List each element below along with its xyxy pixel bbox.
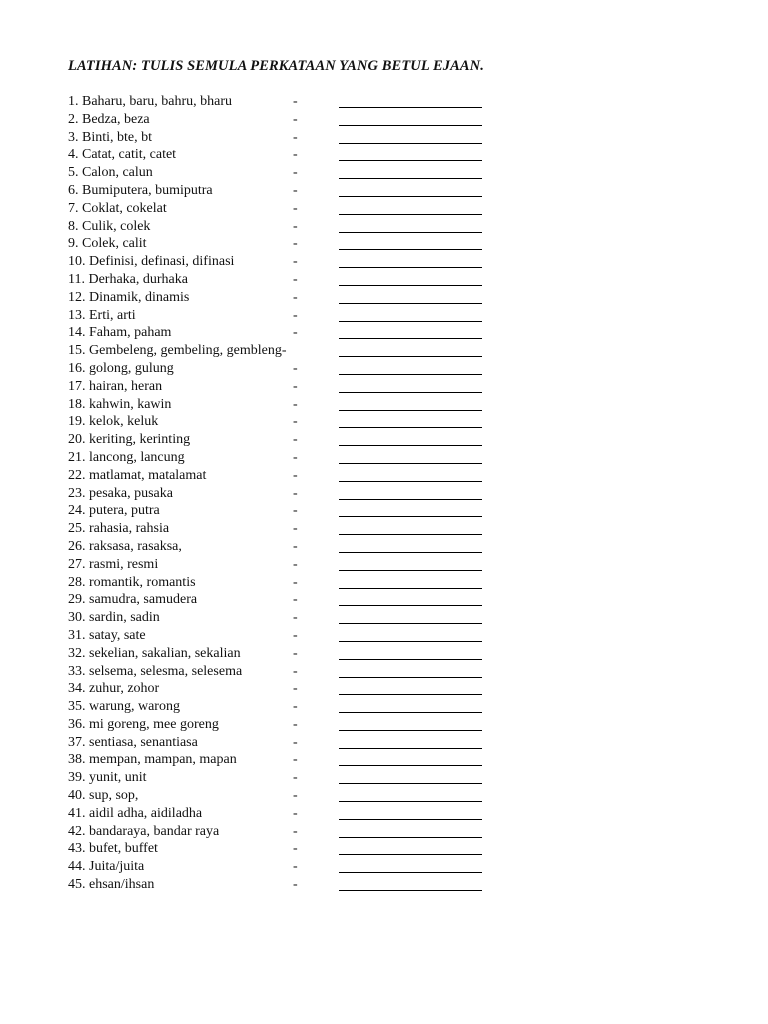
dash-separator: - [293, 823, 298, 839]
list-item [68, 858, 498, 876]
answer-blank-line[interactable] [339, 107, 482, 108]
dash-separator: - [293, 254, 298, 270]
item-text: 43. bufet, buffet [68, 841, 158, 857]
answer-blank-line[interactable] [339, 854, 482, 855]
list-item [68, 609, 498, 627]
item-text: 37. sentiasa, senantiasa [68, 734, 198, 750]
item-text: 5. Calon, calun [68, 165, 153, 181]
list-item [68, 805, 498, 823]
answer-blank-line[interactable] [339, 125, 482, 126]
list-item [68, 663, 498, 681]
list-item [68, 823, 498, 841]
dash-separator: - [293, 271, 298, 287]
item-text: 18. kahwin, kawin [68, 396, 172, 412]
dash-separator: - [293, 877, 298, 893]
list-item [68, 734, 498, 752]
list-item [68, 680, 498, 698]
item-text: 36. mi goreng, mee goreng [68, 716, 219, 732]
list-item [68, 182, 498, 200]
dash-separator: - [293, 805, 298, 821]
item-text: 38. mempan, mampan, mapan [68, 752, 237, 768]
dash-separator: - [293, 627, 298, 643]
dash-separator: - [293, 378, 298, 394]
dash-separator: - [293, 503, 298, 519]
answer-blank-line[interactable] [339, 285, 482, 286]
list-item [68, 164, 498, 182]
answer-blank-line[interactable] [339, 872, 482, 873]
answer-blank-line[interactable] [339, 356, 482, 357]
list-item [68, 146, 498, 164]
list-item [68, 520, 498, 538]
answer-blank-line[interactable] [339, 481, 482, 482]
answer-blank-line[interactable] [339, 730, 482, 731]
list-item [68, 716, 498, 734]
item-text: 26. raksasa, rasaksa, [68, 538, 182, 554]
list-item [68, 324, 498, 342]
list-item [68, 538, 498, 556]
answer-blank-line[interactable] [339, 160, 482, 161]
list-item [68, 235, 498, 253]
item-text: 33. selsema, selesma, selesema [68, 663, 243, 679]
answer-blank-line[interactable] [339, 463, 482, 464]
dash-separator: - [293, 752, 298, 768]
item-text: 9. Colek, calit [68, 236, 147, 252]
answer-blank-line[interactable] [339, 623, 482, 624]
item-text: 44. Juita/juita [68, 859, 145, 875]
answer-blank-line[interactable] [339, 499, 482, 500]
list-item [68, 787, 498, 805]
dash-separator: - [293, 592, 298, 608]
list-item [68, 271, 498, 289]
list-item [68, 449, 498, 467]
dash-separator: - [293, 307, 298, 323]
list-item [68, 751, 498, 769]
item-text: 1. Baharu, baru, bahru, bharu [68, 94, 233, 109]
answer-blank-line[interactable] [339, 819, 482, 820]
dash-separator: - [293, 129, 298, 145]
item-text: 13. Erti, arti [68, 307, 136, 323]
item-text: 11. Derhaka, durhaka [68, 271, 188, 287]
dash-separator: - [293, 538, 298, 554]
dash-separator: - [293, 360, 298, 376]
dash-separator: - [293, 236, 298, 252]
answer-blank-line[interactable] [339, 765, 482, 766]
answer-blank-line[interactable] [339, 570, 482, 571]
list-item [68, 396, 498, 414]
item-text: 6. Bumiputera, bumiputra [68, 182, 213, 198]
answer-blank-line[interactable] [339, 374, 482, 375]
item-text: 12. Dinamik, dinamis [68, 289, 190, 305]
answer-blank-line[interactable] [339, 712, 482, 713]
dash-separator: - [293, 94, 298, 109]
list-item [68, 289, 498, 307]
item-text: 7. Coklat, cokelat [68, 200, 167, 216]
dash-separator: - [293, 449, 298, 465]
item-text: 27. rasmi, resmi [68, 556, 159, 572]
item-text: 19. kelok, keluk [68, 414, 159, 430]
list-item [68, 378, 498, 396]
list-item [68, 591, 498, 609]
dash-separator: - [293, 289, 298, 305]
dash-separator: - [293, 521, 298, 537]
item-text: 31. satay, sate [68, 627, 146, 643]
list-item [68, 342, 498, 360]
answer-blank-line[interactable] [339, 694, 482, 695]
list-item [68, 485, 498, 503]
dash-separator: - [293, 556, 298, 572]
item-text: 8. Culik, colek [68, 218, 151, 234]
answer-blank-line[interactable] [339, 677, 482, 678]
answer-blank-line[interactable] [339, 516, 482, 517]
item-text: 45. ehsan/ihsan [68, 877, 155, 893]
answer-blank-line[interactable] [339, 605, 482, 606]
item-text: 30. sardin, sadin [68, 610, 160, 626]
answer-blank-line[interactable] [339, 178, 482, 179]
list-item [68, 645, 498, 663]
dash-separator: - [293, 859, 298, 875]
dash-separator: - [293, 645, 298, 661]
list-item [68, 698, 498, 716]
item-text: 17. hairan, heran [68, 378, 163, 394]
dash-separator: - [293, 467, 298, 483]
item-text: 20. keriting, kerinting [68, 432, 191, 448]
item-text: 22. matlamat, matalamat [68, 467, 207, 483]
list-item [68, 431, 498, 449]
item-text: 3. Binti, bte, bt [68, 129, 152, 145]
dash-separator: - [293, 699, 298, 715]
item-text: 42. bandaraya, bandar raya [68, 823, 220, 839]
item-text: 28. romantik, romantis [68, 574, 196, 590]
worksheet-title: LATIHAN: TULIS SEMULA PERKATAAN YANG BETUL EJAAN. [68, 58, 484, 74]
dash-separator: - [293, 165, 298, 181]
dash-separator: - [293, 147, 298, 163]
item-text: 23. pesaka, pusaka [68, 485, 173, 501]
item-text: 16. golong, gulung [68, 360, 174, 376]
item-text: 32. sekelian, sakalian, sekalian [68, 645, 241, 661]
item-text: 25. rahasia, rahsia [68, 521, 170, 537]
dash-separator: - [293, 200, 298, 216]
list-item [68, 200, 498, 218]
item-text: 34. zuhur, zohor [68, 681, 160, 697]
answer-blank-line[interactable] [339, 267, 482, 268]
list-item [68, 129, 498, 147]
answer-blank-line[interactable] [339, 890, 482, 891]
list-item [68, 360, 498, 378]
answer-blank-line[interactable] [339, 303, 482, 304]
list-item [68, 502, 498, 520]
answer-blank-line[interactable] [339, 445, 482, 446]
item-text: 2. Bedza, beza [68, 111, 150, 127]
list-item [68, 574, 498, 592]
item-text: 24. putera, putra [68, 503, 160, 519]
item-text: 15. Gembeleng, gembeling, gembleng- [68, 343, 287, 359]
answer-blank-line[interactable] [339, 837, 482, 838]
dash-separator: - [293, 681, 298, 697]
answer-blank-line[interactable] [339, 783, 482, 784]
list-item [68, 467, 498, 485]
answer-blank-line[interactable] [339, 338, 482, 339]
dash-separator: - [293, 485, 298, 501]
answer-blank-line[interactable] [339, 410, 482, 411]
list-item [68, 218, 498, 236]
list-item [68, 93, 498, 111]
list-item [68, 769, 498, 787]
list-item [68, 840, 498, 858]
answer-blank-line[interactable] [339, 801, 482, 802]
dash-separator: - [293, 788, 298, 804]
dash-separator: - [293, 218, 298, 234]
answer-blank-line[interactable] [339, 534, 482, 535]
dash-separator: - [293, 432, 298, 448]
list-item [68, 253, 498, 271]
list-item [68, 627, 498, 645]
dash-separator: - [293, 414, 298, 430]
answer-blank-line[interactable] [339, 232, 482, 233]
list-item [68, 413, 498, 431]
dash-separator: - [293, 325, 298, 341]
dash-separator: - [293, 111, 298, 127]
answer-blank-line[interactable] [339, 143, 482, 144]
item-text: 41. aidil adha, aidiladha [68, 805, 203, 821]
answer-blank-line[interactable] [339, 392, 482, 393]
answer-blank-line[interactable] [339, 427, 482, 428]
answer-blank-line[interactable] [339, 748, 482, 749]
item-text: 14. Faham, paham [68, 325, 172, 341]
answer-blank-line[interactable] [339, 552, 482, 553]
dash-separator: - [293, 396, 298, 412]
dash-separator: - [293, 841, 298, 857]
dash-separator: - [293, 716, 298, 732]
item-text: 29. samudra, samudera [68, 592, 198, 608]
item-text: 40. sup, sop, [68, 788, 139, 804]
dash-separator: - [293, 610, 298, 626]
answer-blank-line[interactable] [339, 588, 482, 589]
dash-separator: - [293, 574, 298, 590]
item-text: 10. Definisi, definasi, difinasi [68, 254, 235, 270]
dash-separator: - [293, 734, 298, 750]
answer-blank-line[interactable] [339, 321, 482, 322]
answer-blank-line[interactable] [339, 659, 482, 660]
word-list [68, 93, 498, 894]
answer-blank-line[interactable] [339, 641, 482, 642]
answer-blank-line[interactable] [339, 196, 482, 197]
dash-separator: - [293, 770, 298, 786]
list-item [68, 556, 498, 574]
answer-blank-line[interactable] [339, 214, 482, 215]
dash-separator: - [293, 663, 298, 679]
answer-blank-line[interactable] [339, 249, 482, 250]
list-item [68, 307, 498, 325]
dash-separator: - [293, 182, 298, 198]
list-item [68, 111, 498, 129]
item-text: 21. lancong, lancung [68, 449, 185, 465]
list-item [68, 876, 498, 894]
item-text: 4. Catat, catit, catet [68, 147, 177, 163]
item-text: 35. warung, warong [68, 699, 180, 715]
item-text: 39. yunit, unit [68, 770, 147, 786]
